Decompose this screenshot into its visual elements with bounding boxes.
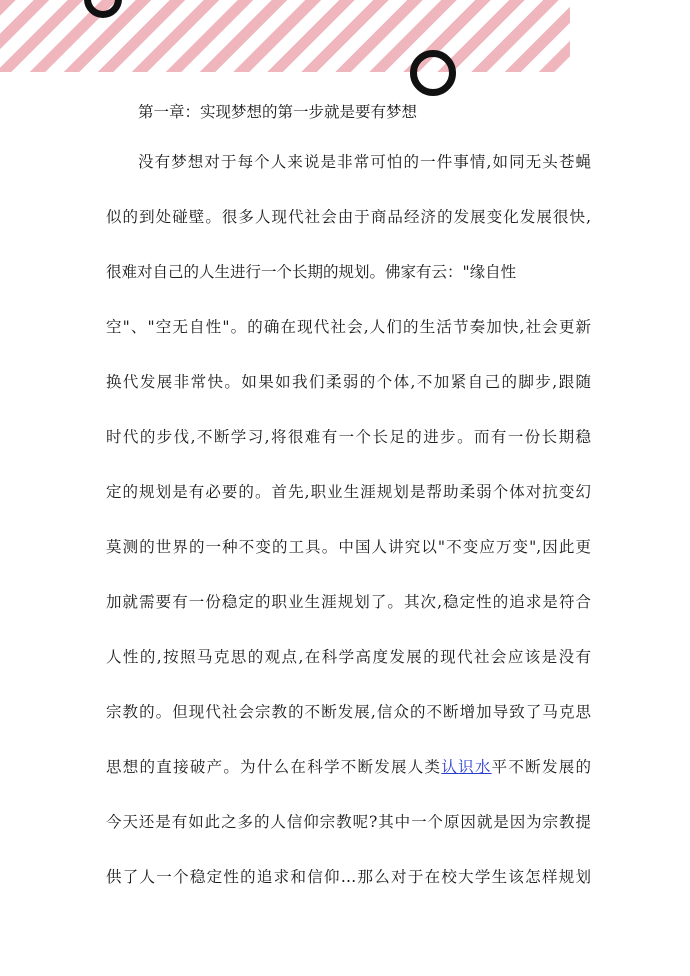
paragraph-line: 供了人一个稳定性的追求和信仰…那么对于在校大学生该怎样规划 [106,868,591,886]
decorative-ring-middle [410,50,456,96]
paragraph-line-with-link [106,753,591,781]
chapter-heading: 第一章：实现梦想的第一步就是要有梦想 [138,103,418,121]
paragraph-line: 换代发展非常快。如果如我们柔弱的个体,不加紧自己的脚步,跟随 [106,373,591,391]
decorative-stripe-band [0,0,570,72]
paragraph-line: 似的到处碰壁。很多人现代社会由于商品经济的发展变化发展很快, [106,208,591,226]
paragraph-line: 莫测的世界的一种不变的工具。中国人讲究以"不变应万变",因此更 [106,538,591,556]
paragraph-line: 时代的步伐,不断学习,将很难有一个长足的进步。而有一份长期稳 [106,428,591,446]
paragraph-line: 加就需要有一份稳定的职业生涯规划了。其次,稳定性的追求是符合 [106,593,591,611]
paragraph-line: 人性的,按照马克思的观点,在科学高度发展的现代社会应该是没有 [106,648,591,666]
paragraph-line: 定的规划是有必要的。首先,职业生涯规划是帮助柔弱个体对抗变幻 [106,483,591,501]
line-text-after-link: 平不断发展的 [491,758,591,776]
paragraph-line: 宗教的。但现代社会宗教的不断发展,信众的不断增加导致了马克思 [106,703,591,721]
hyperlink-renshishui[interactable]: 认识水 [441,758,492,776]
paragraph-line: 今天还是有如此之多的人信仰宗教呢?其中一个原因就是因为宗教提 [106,813,591,831]
document-body [106,98,591,891]
paragraph-line: 空"、"空无自性"。的确在现代社会,人们的生活节奏加快,社会更新 [106,318,591,336]
paragraph-line: 很难对自己的人生进行一个长期的规划。佛家有云："缘自性 [106,263,517,281]
paragraph-line: 没有梦想对于每个人来说是非常可怕的一件事情,如同无头苍蝇 [138,153,591,171]
line-text-before-link: 思想的直接破产。为什么在科学不断发展人类 [106,758,442,776]
